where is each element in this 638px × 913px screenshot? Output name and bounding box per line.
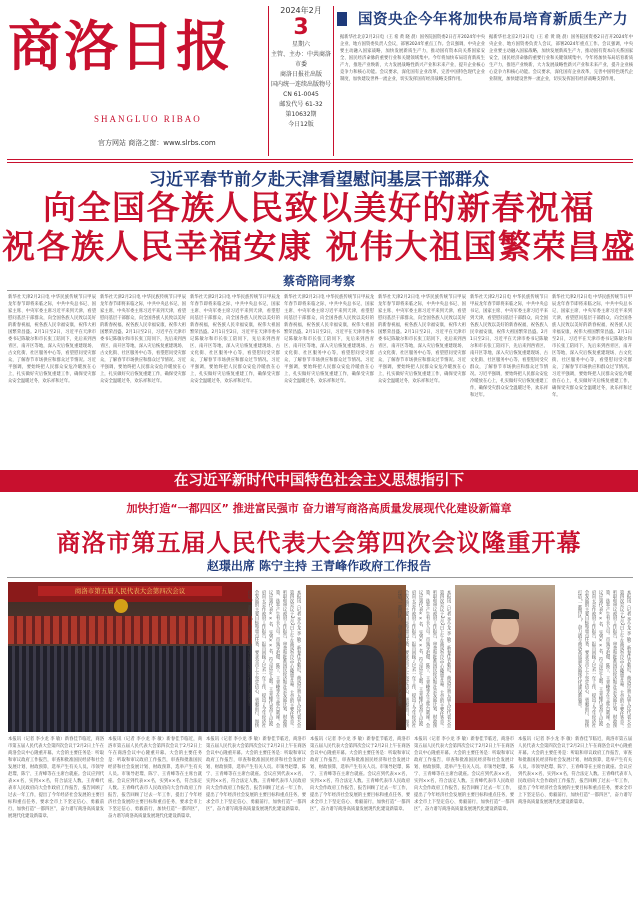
lead-headline-line2[interactable]: 祝各族人民幸福安康 祝伟大祖国繁荣昌盛 [2,227,636,266]
issue-date: 2024年2月 [280,6,322,15]
issue-info [268,6,334,156]
top-right-headline[interactable]: 国资央企今年将加快布局培育新质生产力 [337,8,633,29]
issue-day: 3 [293,15,309,40]
emblem-icon [114,599,128,613]
second-body-col: 本报讯（记者 李小龙 李 敏）新春佳节临近，商洛市第五届人民代表大会第四次会议于2月2日上午在商洛会议中心隆重开幕。大会的主要任务是：听取和审议政府工作报告，审查和批准国民经济和社会发展计划、财政预算，选举产生有关人员。市领导赵璟、陈宁、王青峰等在主席台就座。会议应到代表××名，实到××名，符合法定人数。王青峰代表市人民政府向大会作政府工作报告，报告回顾了过去一年工作，提出了今年经济社会发展的主要目标和重点任务，要求全市上下坚定信心、勇毅前行，加快打造“一都四区”，奋力谱写商洛高质量发展现代化建设新篇章。 [8,737,104,819]
lead-headline-line1[interactable]: 向全国各族人民致以美好的新春祝福 [43,188,595,227]
lead-body-col: 新华社天津2月2日电 中华民族传统节日甲辰龙年春节即将来临之际，中共中央总书记、国家主席、中央军委主席习近平来到天津，看望慰问基层干部群众，向全国各族人民致以美好的新春祝福，祝各族人民幸福安康，祝伟大祖国繁荣昌盛。2月1日至2日，习近平在天津市委书记陈敏尔和市长张工陪同下，先后来到西青区、南开区等地，深入灾后恢复重建现场、古文化街、社区服务中心等，看望慰问受灾群众，了解春节市场供应和群众过节情况。习近平强调，要始终把人民群众安危冷暖放在心上，扎实做好灾后恢复重建工作，确保受灾群众安全温暖过冬，欢乐祥和过年。 [190,295,280,384]
issue-line: 商洛日报社出版 [279,71,322,78]
second-body-col: 本报讯（记者 李小龙 李 敏）新春佳节临近，商洛市第五届人民代表大会第四次会议于2月2日上午在商洛会议中心隆重开幕。大会的主要任务是：听取和审议政府工作报告，审查和批准国民经济和社会发展计划、财政预算，选举产生有关人员。市领导赵璟、陈宁、王青峰等在主席台就座。会议应到代表××名，实到××名，符合法定人数。王青峰代表市人民政府向大会作政府工作报告，报告回顾了过去一年工作，提出了今年经济社会发展的主要目标和重点任务，要求全市上下坚定信心、勇毅前行，加快打造“一都四区”，奋力谱写商洛高质量发展现代化建设新篇章。 [310,737,410,812]
newspaper-title: 商洛日报 [8,14,232,78]
second-byline: 赵璟出席 陈宁主持 王青峰作政府工作报告 [206,559,432,573]
issue-line: CN 61-0045 [283,91,319,98]
section-banner: 在习近平新时代中国特色社会主义思想指引下 [0,470,638,492]
second-headline[interactable]: 商洛市第五届人民代表大会第四次会议隆重开幕 [56,529,582,557]
issue-line: 第10632期 [285,111,317,118]
lead-byline: 蔡奇陪同考察 [282,274,355,288]
top-right-body-col1: 据新华社北京2月2日电（王 希 黄 晓 晨）国务院国资委2日召开2024年中央企业、地方国资委负责人会议，部署2024年重点工作。会议强调，中央企业要主动融入国家战略，加快发展新质生产力，推动国有资本向关系国家安全、国民经济命脉的重要行业和关键领域集中。今年将加快布局培育新质生产力，推进产业焕新，大力发展战略性新兴产业和未来产业，提升企业核心竞争力和核心功能。会议要求，深化国有企业改革，完善中国特色现代企业制度，加快建设世界一流企业，切实发挥国有经济战略支撑作用。 [340,35,485,82]
website-label: 官方网站 商洛之窗：www.slrbs.com [98,139,216,147]
headline-marker-icon [337,12,347,26]
masthead-divider [7,159,633,163]
issue-weekday: 星期六 [291,41,310,48]
lead-kicker: 习近平春节前夕赴天津看望慰问基层干部群众 [149,170,489,190]
lead-body-col: 新华社天津2月2日电 中华民族传统节日甲辰龙年春节即将来临之际，中共中央总书记、国家主席、中央军委主席习近平来到天津，看望慰问基层干部群众，向全国各族人民致以美好的新春祝福，祝各族人民幸福安康，祝伟大祖国繁荣昌盛。2月1日至2日，习近平在天津市委书记陈敏尔和市长张工陪同下，先后来到西青区、南开区等地，深入灾后恢复重建现场、古文化街、社区服务中心等，看望慰问受灾群众，了解春节市场供应和群众过节情况。习近平强调，要始终把人民群众安危冷暖放在心上，扎实做好灾后恢复重建工作，确保受灾群众安全温暖过冬，欢乐祥和过年。 [284,295,374,384]
lead-body-col: 新华社天津2月2日电 中华民族传统节日甲辰龙年春节即将来临之际，中共中央总书记、国家主席、中央军委主席习近平来到天津，看望慰问基层干部群众，向全国各族人民致以美好的新春祝福，祝各族人民幸福安康，祝伟大祖国繁荣昌盛。2月1日至2日，习近平在天津市委书记陈敏尔和市长张工陪同下，先后来到西青区、南开区等地，深入灾后恢复重建现场、古文化街、社区服务中心等，看望慰问受灾群众，了解春节市场供应和群众过节情况。习近平强调，要始终把人民群众安危冷暖放在心上，扎实做好灾后恢复重建工作，确保受灾群众安全温暖过冬，欢乐祥和过年。 [8,295,96,384]
photo-caption: 本报讯（记者 李小龙 李 敏）新春佳节临近，商洛市第五届人民代表大会第四次会议于2月2日上午在商洛会议中心隆重开幕。大会的主要任务是：听取和审议政府工作报告，审查和批准国民经济和社会发展计划、财政预算，选举产生有关人员。市领导赵璟、陈宁、王青峰等在主席台就座。会议应到代表××名，实到××名，符合法定人数。王青峰代表市人民政府向大会作政府工作报告，报告回顾了过去一年工作，提出了今年经济社会发展的主要目标和重点任务，要求全市上下坚定信心、勇毅前行，加快打造“一都四区”，奋力谱写商洛高质量发展现代化建设新篇章。 [397,590,451,729]
second-divider [7,577,633,578]
top-right-body-col2: 据新华社北京2月2日电（王 希 黄 晓 晨）国务院国资委2日召开2024年中央企业、地方国资委负责人会议，部署2024年重点工作。会议强调，中央企业要主动融入国家战略，加快发展新质生产力，推动国有资本向关系国家安全、国民经济命脉的重要行业和关键领域集中。今年将加快布局培育新质生产力，推进产业焕新，大力发展战略性新兴产业和未来产业，提升企业核心竞争力和核心功能。会议要求，深化国有企业改革，完善中国特色现代企业制度，加快建设世界一流企业，切实发挥国有经济战略支撑作用。 [489,35,633,82]
photo-caption: 本报讯（记者 李小龙 李 敏）新春佳节临近，商洛市第五届人民代表大会第四次会议于2月2日上午在商洛会议中心隆重开幕。大会的主要任务是：听取和审议政府工作报告，审查和批准国民经济和社会发展计划、财政预算，选举产生有关人员。市领导赵璟、陈宁、王青峰等在主席台就座。会议应到代表××名，实到××名，符合法定人数。王青峰代表市人民政府向大会作政府工作报告，报告回顾了过去一年工作，提出了今年经济社会发展的主要目标和重点任务，要求全市上下坚定信心、勇毅前行，加快打造“一都四区”，奋力谱写商洛高质量发展现代化建设新篇章。 [247,590,301,729]
second-kicker: 加快打造“一都四区” 推进富民强市 奋力谱写商洛高质量发展现代化建设新篇章 [126,502,512,515]
second-body-col: 本报讯（记者 李小龙 李 敏）新春佳节临近，商洛市第五届人民代表大会第四次会议于2月2日上午在商洛会议中心隆重开幕。大会的主要任务是：听取和审议政府工作报告，审查和批准国民经济和社会发展计划、财政预算，选举产生有关人员。市领导赵璟、陈宁、王青峰等在主席台就座。会议应到代表××名，实到××名，符合法定人数。王青峰代表市人民政府向大会作政府工作报告，报告回顾了过去一年工作，提出了今年经济社会发展的主要目标和重点任务，要求全市上下坚定信心、勇毅前行，加快打造“一都四区”，奋力谱写商洛高质量发展现代化建设新篇章。 [108,737,202,819]
second-body-col: 本报讯（记者 李小龙 李 敏）新春佳节临近，商洛市第五届人民代表大会第四次会议于2月2日上午在商洛会议中心隆重开幕。大会的主要任务是：听取和审议政府工作报告，审查和批准国民经济和社会发展计划、财政预算，选举产生有关人员。市领导赵璟、陈宁、王青峰等在主席台就座。会议应到代表××名，实到××名，符合法定人数。王青峰代表市人民政府向大会作政府工作报告，报告回顾了过去一年工作，提出了今年经济社会发展的主要目标和重点任务，要求全市上下坚定信心、勇毅前行，加快打造“一都四区”，奋力谱写商洛高质量发展现代化建设新篇章。 [518,737,632,805]
lead-body-col: 新华社天津2月2日电 中华民族传统节日甲辰龙年春节即将来临之际，中共中央总书记、国家主席、中央军委主席习近平来到天津，看望慰问基层干部群众，向全国各族人民致以美好的新春祝福，祝各族人民幸福安康，祝伟大祖国繁荣昌盛。2月1日至2日，习近平在天津市委书记陈敏尔和市长张工陪同下，先后来到西青区、南开区等地，深入灾后恢复重建现场、古文化街、社区服务中心等，看望慰问受灾群众，了解春节市场供应和群众过节情况。习近平强调，要始终把人民群众安危冷暖放在心上，扎实做好灾后恢复重建工作，确保受灾群众安全温暖过冬，欢乐祥和过年。 [378,295,466,384]
speaker-photo [306,585,406,730]
second-body-col: 本报讯（记者 李小龙 李 敏）新春佳节临近，商洛市第五届人民代表大会第四次会议于2月2日上午在商洛会议中心隆重开幕。大会的主要任务是：听取和审议政府工作报告，审查和批准国民经济和社会发展计划、财政预算，选举产生有关人员。市领导赵璟、陈宁、王青峰等在主席台就座。会议应到代表××名，实到××名，符合法定人数。王青峰代表市人民政府向大会作政府工作报告，报告回顾了过去一年工作，提出了今年经济社会发展的主要目标和重点任务，要求全市上下坚定信心、勇毅前行，加快打造“一都四区”，奋力谱写商洛高质量发展现代化建设新篇章。 [414,737,514,812]
presenter-photo [455,585,555,730]
issue-line: 国内统一连续出版物号 [270,81,331,88]
issue-line: 邮发代号 61-32 [279,101,323,108]
newspaper-pinyin: SHANGLUO RIBAO [94,114,202,124]
lead-body-col: 新华社天津2月2日电 中华民族传统节日甲辰龙年春节即将来临之际，中共中央总书记、国家主席、中央军委主席习近平来到天津，看望慰问基层干部群众，向全国各族人民致以美好的新春祝福，祝各族人民幸福安康，祝伟大祖国繁荣昌盛。2月1日至2日，习近平在天津市委书记陈敏尔和市长张工陪同下，先后来到西青区、南开区等地，深入灾后恢复重建现场、古文化街、社区服务中心等，看望慰问受灾群众，了解春节市场供应和群众过节情况。习近平强调，要始终把人民群众安危冷暖放在心上，扎实做好灾后恢复重建工作，确保受灾群众安全温暖过冬，欢乐祥和过年。 [470,295,548,398]
masthead [8,14,258,147]
photo-stage-banner: 商洛市第五届人民代表大会第四次会议 [38,586,222,596]
conference-hall-photo [8,582,252,732]
issue-line: 今日12版 [288,121,314,128]
photo-caption: 本报讯（记者 李小龙 李 敏）新春佳节临近，商洛市第五届人民代表大会第四次会议于2月2日上午在商洛会议中心隆重开幕。大会的主要任务是：听取和审议政府工作报告，审查和批准国民经济和社会发展计划、财政预算，选举产生有关人员。市领导赵璟、陈宁、王青峰等在主席台就座。会议应到代表××名，实到××名，符合法定人数。王青峰代表市人民政府向大会作政府工作报告，报告回顾了过去一年工作，提出了今年经济社会发展的主要目标和重点任务，要求全市上下坚定信心、勇毅前行，加快打造“一都四区”，奋力谱写商洛高质量发展现代化建设新篇章。 [577,590,631,729]
lead-divider [7,290,633,291]
top-right-story [337,8,633,29]
lead-body-col: 新华社天津2月2日电 中华民族传统节日甲辰龙年春节即将来临之际，中共中央总书记、国家主席、中央军委主席习近平来到天津，看望慰问基层干部群众，向全国各族人民致以美好的新春祝福，祝各族人民幸福安康，祝伟大祖国繁荣昌盛。2月1日至2日，习近平在天津市委书记陈敏尔和市长张工陪同下，先后来到西青区、南开区等地，深入灾后恢复重建现场、古文化街、社区服务中心等，看望慰问受灾群众，了解春节市场供应和群众过节情况。习近平强调，要始终把人民群众安危冷暖放在心上，扎实做好灾后恢复重建工作，确保受灾群众安全温暖过冬，欢乐祥和过年。 [100,295,186,384]
second-body-col: 本报讯（记者 李小龙 李 敏）新春佳节临近，商洛市第五届人民代表大会第四次会议于2月2日上午在商洛会议中心隆重开幕。大会的主要任务是：听取和审议政府工作报告，审查和批准国民经济和社会发展计划、财政预算，选举产生有关人员。市领导赵璟、陈宁、王青峰等在主席台就座。会议应到代表××名，实到××名，符合法定人数。王青峰代表市人民政府向大会作政府工作报告，报告回顾了过去一年工作，提出了今年经济社会发展的主要目标和重点任务，要求全市上下坚定信心、勇毅前行，加快打造“一都四区”，奋力谱写商洛高质量发展现代化建设新篇章。 [206,737,306,812]
lead-body-col: 新华社天津2月2日电 中华民族传统节日甲辰龙年春节即将来临之际，中共中央总书记、国家主席、中央军委主席习近平来到天津，看望慰问基层干部群众，向全国各族人民致以美好的新春祝福，祝各族人民幸福安康，祝伟大祖国繁荣昌盛。2月1日至2日，习近平在天津市委书记陈敏尔和市长张工陪同下，先后来到西青区、南开区等地，深入灾后恢复重建现场、古文化街、社区服务中心等，看望慰问受灾群众，了解春节市场供应和群众过节情况。习近平强调，要始终把人民群众安危冷暖放在心上，扎实做好灾后恢复重建工作，确保受灾群众安全温暖过冬，欢乐祥和过年。 [552,295,632,398]
issue-line: 主管、主办：中共商洛市委 [270,51,331,68]
